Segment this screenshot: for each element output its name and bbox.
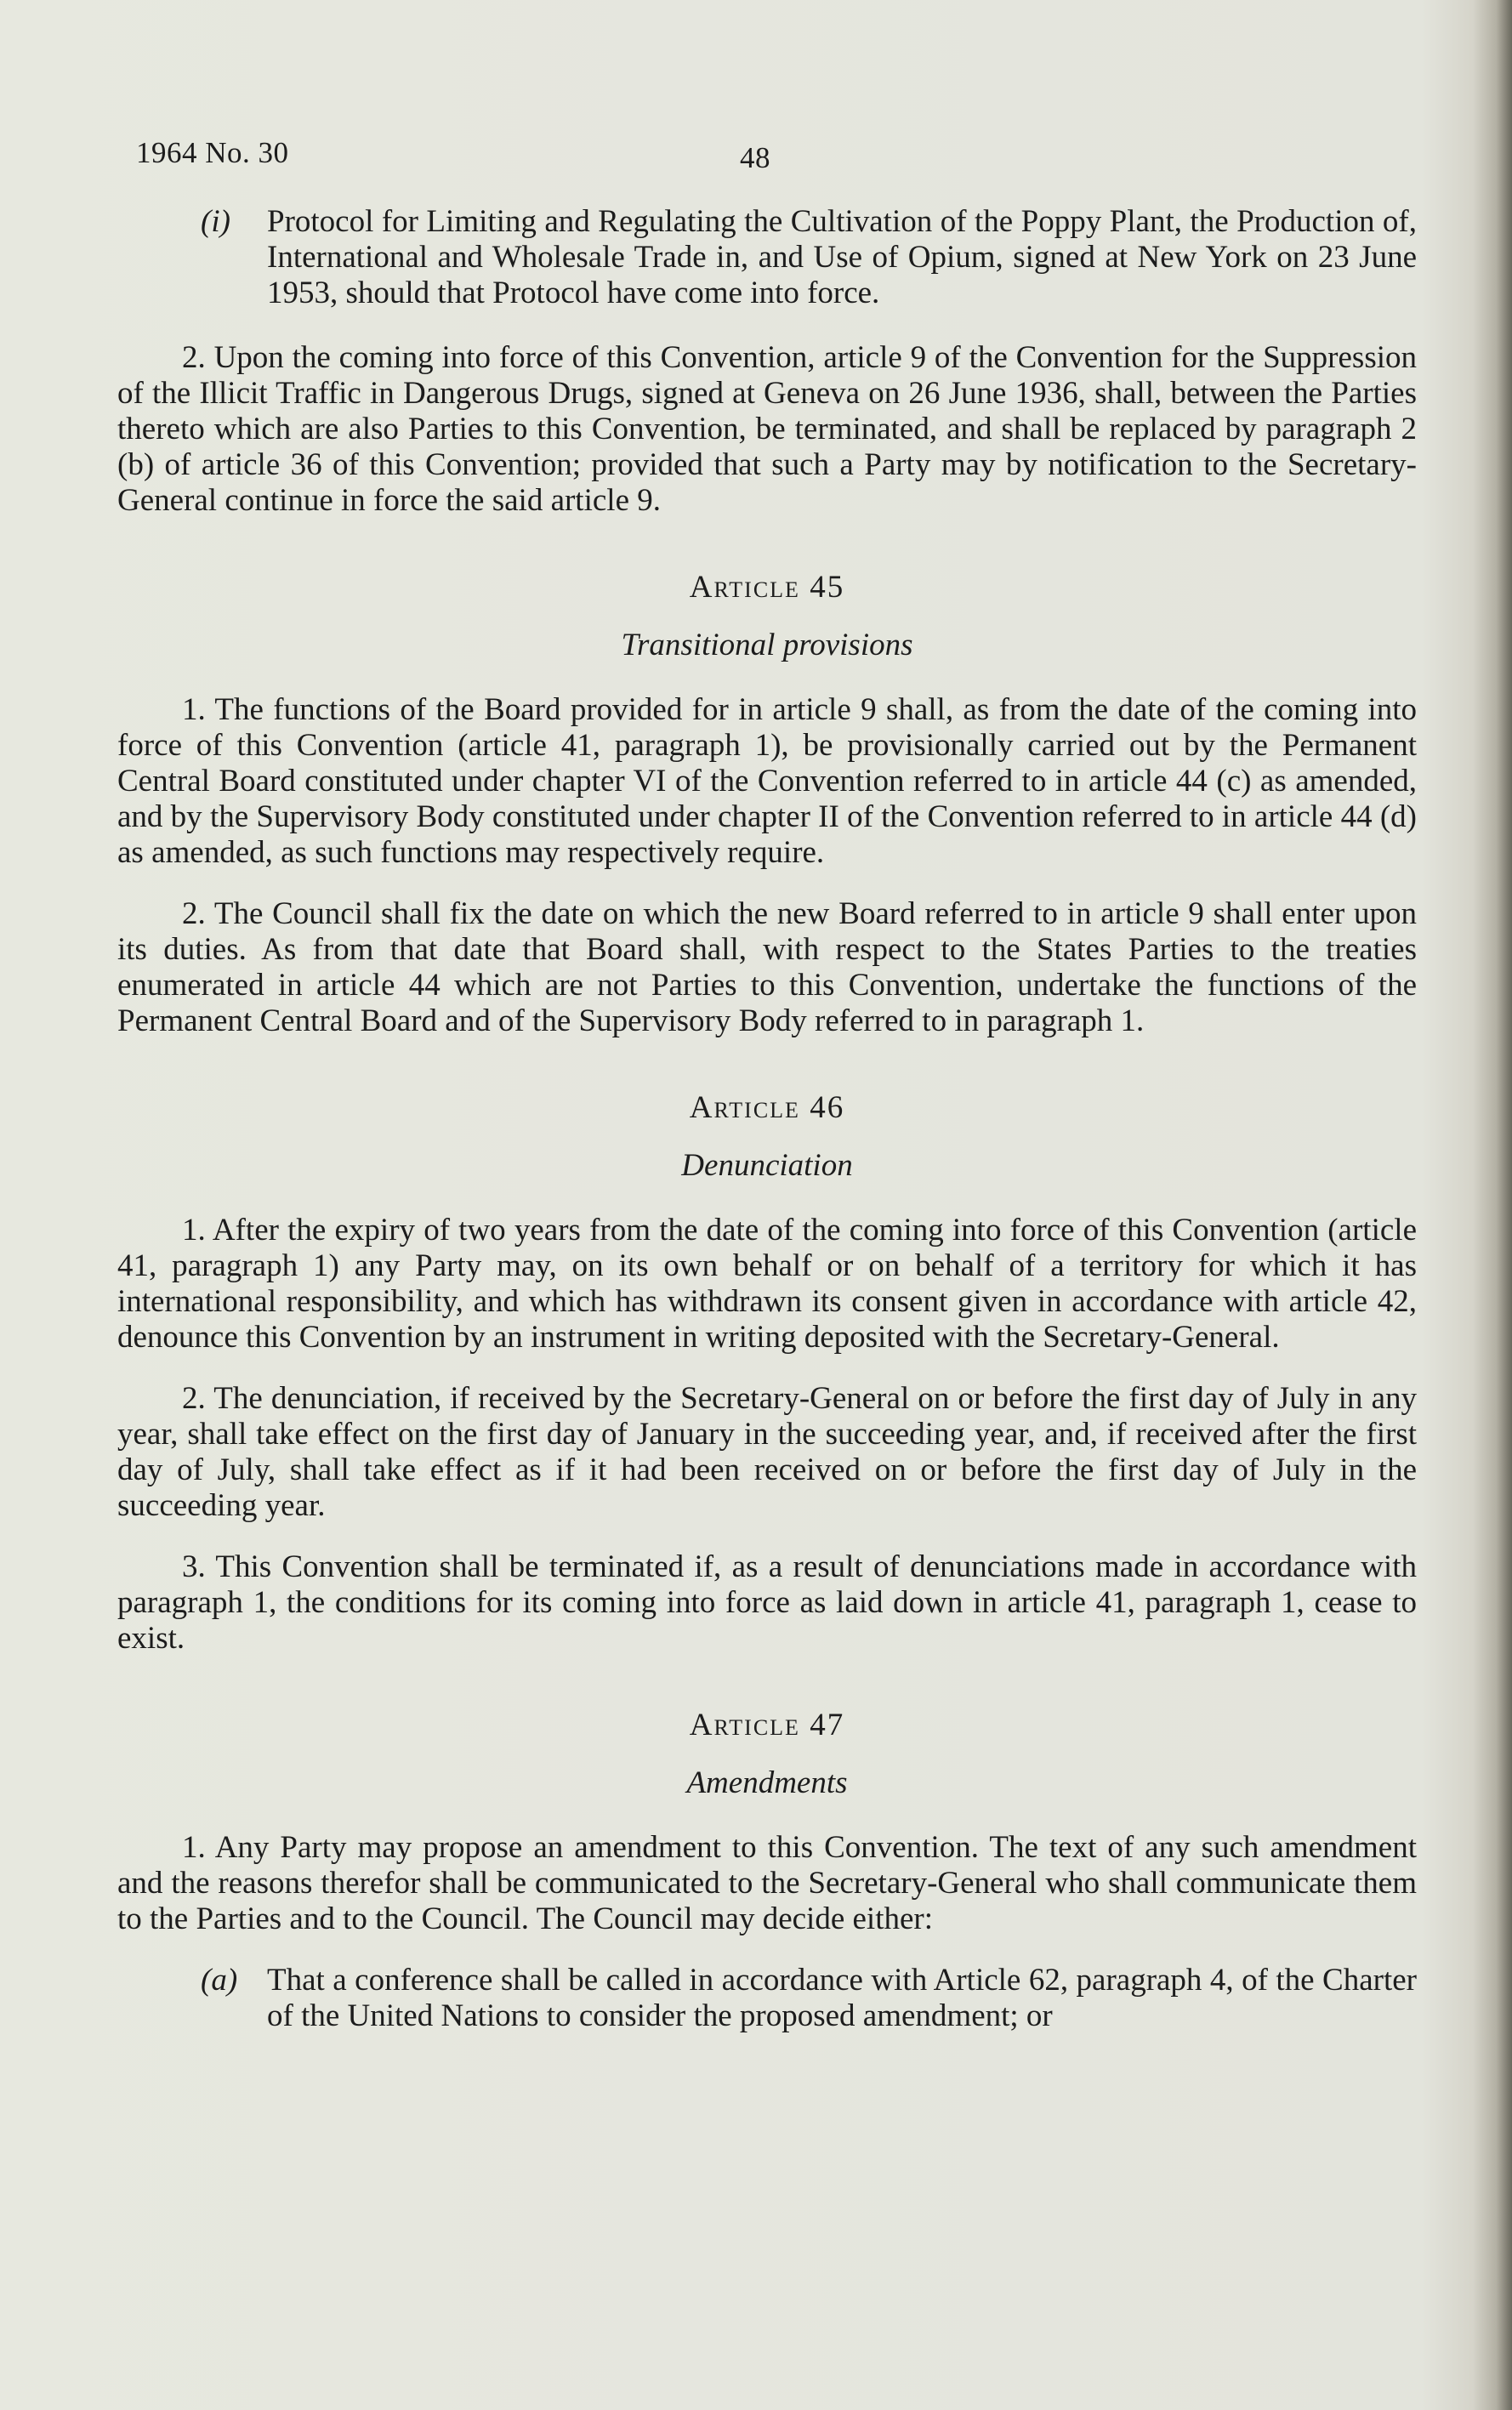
document-body — [117, 204, 1417, 2063]
paragraph: 3. This Convention shall be terminated if, as a result of denunciations made in accordance with paragraph 1, the conditions for its coming into force as laid down in article 41, paragraph 1, cease to exist. — [117, 1549, 1417, 1656]
page-edge-shadow — [1473, 0, 1512, 2410]
item-label: (a) — [201, 1963, 238, 1998]
paragraph: 1. The functions of the Board provided for in article 9 shall, as from the date of the coming into force of this Convention (article 41, paragraph 1), be provisionally carried out by the Permanent Central Board constituted under chapter VI of the Convention referred to in article 44 (c) as amended, and by the Supervisory Body constituted under chapter II of the Convention referred to in article 44 (d) as amended, as such functions may respectively require. — [117, 692, 1417, 870]
item-text: Protocol for Limiting and Regulating the Cultivation of the Poppy Plant, the Production of, International and Wholesale Trade in, and Use of Opium, signed at New York on 23 June 1953, should that Protocol have come into force. — [267, 204, 1417, 310]
paragraph: 2. The Council shall fix the date on which the new Board referred to in article 9 shall enter upon its duties. As from that date that Board shall, with respect to the States Parties to the treaties enumerated in article 44 which are not Parties to this Convention, undertake the functions of the Permanent Central Board and of the Supervisory Body referred to in paragraph 1. — [117, 896, 1417, 1038]
article-subtitle: Transitional provisions — [621, 628, 913, 662]
paragraph: 1. Any Party may propose an amendment to this Convention. The text of any such amendment and the reasons therefor shall be communicated to the Secretary-General who shall communicate them to the Parties and to the Council. The Council may decide either: — [117, 1830, 1417, 1936]
article-heading: Article 47 — [689, 1708, 845, 1742]
list-item — [117, 204, 1417, 311]
header-page-number: 48 — [740, 141, 770, 174]
item-label: (i) — [201, 204, 230, 239]
header-year-number: 1964 No. 30 — [136, 136, 289, 169]
item-text: That a conference shall be called in accordance with Article 62, paragraph 4, of the Charter of the United Nations to consider the proposed amendment; or — [267, 1963, 1417, 2033]
paragraph: 2. The denunciation, if received by the Secretary-General on or before the first day of July in any year, shall take effect on the first day of January in the succeeding year, and, if received after the first day of July, shall take effect as if it had been received on or before the first day of July in the succeeding year. — [117, 1381, 1417, 1523]
article-subtitle: Amendments — [686, 1765, 848, 1800]
paragraph: 2. Upon the coming into force of this Convention, article 9 of the Convention for the Suppression of the Illicit Traffic in Dangerous Drugs, signed at Geneva on 26 June 1936, shall, between the Parties thereto which are also Parties to this Convention, be terminated, and shall be replaced by paragraph 2 (b) of article 36 of this Convention; provided that such a Party may by notification to the Secretary-General continue in force the said article 9. — [117, 340, 1417, 518]
list-item — [117, 1963, 1417, 2034]
article-subtitle: Denunciation — [681, 1148, 853, 1183]
article-heading: Article 46 — [689, 1090, 845, 1125]
article-heading: Article 45 — [689, 570, 845, 605]
paragraph: 1. After the expiry of two years from the date of the coming into force of this Convention (article 41, paragraph 1) any Party may, on its own behalf or on behalf of a territory for which it has international responsibility, and which has withdrawn its consent given in accordance with article 42, denounce this Convention by an instrument in writing deposited with the Secretary-General. — [117, 1213, 1417, 1355]
page-header — [136, 136, 1376, 179]
